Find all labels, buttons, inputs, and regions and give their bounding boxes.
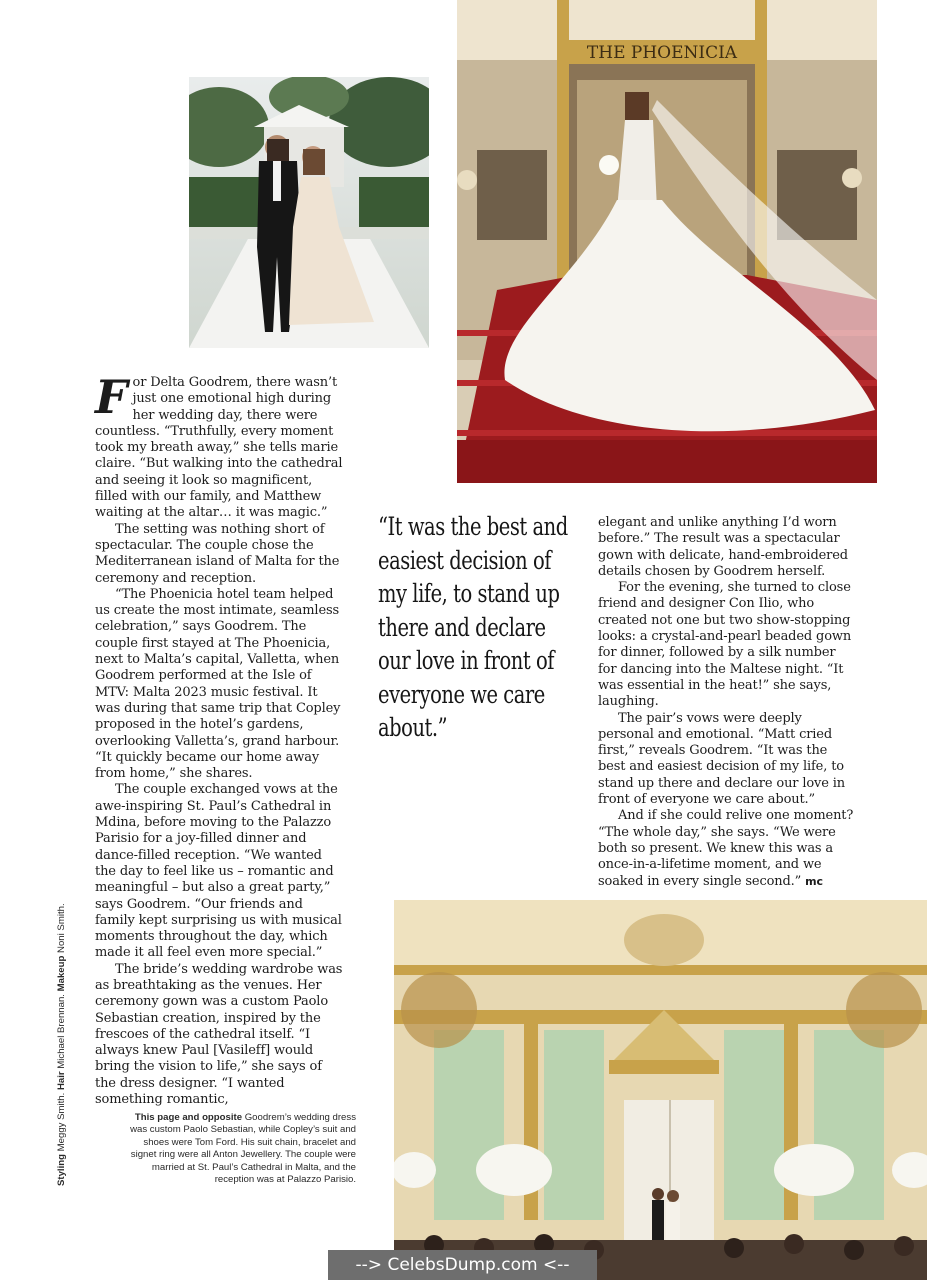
article-paragraph: elegant and unlike anything I’d worn before.” The result was a spectacular gown with delicate, hand-embroidered details chosen by Goodrem herself. [598, 515, 848, 579]
article-paragraph: The bride’s wedding wardrobe was as breathtaking as the venues. Her ceremony gown was a custom Paolo Sebastian creation, inspired by the frescoes of the cathedral itself. “I always knew Paul [Vasileff] would bring the vision to life,” she says of the dress designer. “I wanted something romantic, [95, 961, 343, 1108]
article-column-left [95, 370, 343, 1108]
drop-cap: F [95, 370, 128, 424]
caption-lead: This page and opposite [134, 1112, 243, 1123]
article-paragraph: The pair’s vows were deeply personal and emotional. “Matt cried first,” reveals Goodrem. “It was the best and easiest decision of my life, to stand up there and declare our love in front of everyone we care about.” [598, 710, 845, 808]
styling-credits: Styling Meggy Smith. Hair Michael Brennan. Makeup Noni Smith. [56, 903, 67, 1186]
article-paragraph: And if she could relive one moment? “The whole day,” she says. “We were both so present. We knew this was a once-in-a-lifetime moment, and we soaked in every single second.” mc [598, 808, 854, 889]
watermark-banner: --> CelebsDump.com <-- [328, 1250, 597, 1280]
article-paragraph: For the evening, she turned to close friend and designer Con Ilio, who created not one but two show-stopping looks: a crystal-and-pearl beaded gown for dinner, followed by a silk number for dancing into the Maltese night. “It was essential in the heat!” she says, laughing. [598, 580, 852, 710]
article-paragraph: The couple exchanged vows at the awe-inspiring St. Paul’s Cathedral in Mdina, before moving to the Palazzo Parisio for a joy-filled dinner and dance-filled reception. “We wanted the day to feel like us – romantic and meaningful – but also a great party,” says Goodrem. “Our friends and family kept surprising us with musical moments throughout the day, which made it all feel even more special.” [95, 782, 342, 961]
photo-couple-garden [189, 77, 429, 348]
article-paragraph: The setting was nothing short of spectacular. The couple chose the Mediterranean island of Malta for the ceremony and reception. [95, 521, 340, 586]
photo-bride-hotel-entrance [457, 0, 877, 483]
article-column-right [598, 515, 854, 890]
pull-quote: “It was the best and easiest decision of my life, to stand up there and declare our love in front of everyone we care about.” [378, 512, 568, 742]
hotel-sign-text: THE PHOENICIA [586, 43, 738, 63]
photo-caption [118, 1112, 356, 1186]
photo-ballroom-reception [394, 900, 927, 1280]
sign-off-mark: mc [805, 874, 823, 888]
caption-text: Goodrem’s wedding dress was custom Paolo Sebastian, while Copley’s suit and shoes were Tom Ford. His suit chain, bracelet and signet ring were all Anton Jewellery. The couple were married at St. Paul’s Cathedral in Malta, and the reception was at Palazzo Parisio. [130, 1112, 356, 1186]
article-paragraph: For Delta Goodrem, there wasn’t just one emotional high during her wedding day, there were countless. “Truthfully, every moment took my breath away,” she tells marie claire. “But walking into the cathedral and seeing it look so magnificent, filled with our family, and Matthew waiting at the altar… it was magic.” [95, 370, 343, 521]
article-paragraph: “The Phoenicia hotel team helped us create the most intimate, seamless celebration,” says Goodrem. The couple first stayed at The Phoenicia, next to Malta’s capital, Valletta, when Goodrem performed at the Isle of MTV: Malta 2023 music festival. It was during that same trip that Copley proposed in the hotel’s gardens, overlooking Valletta’s, grand harbour. “It quickly became our home away from home,” she shares. [95, 586, 341, 782]
